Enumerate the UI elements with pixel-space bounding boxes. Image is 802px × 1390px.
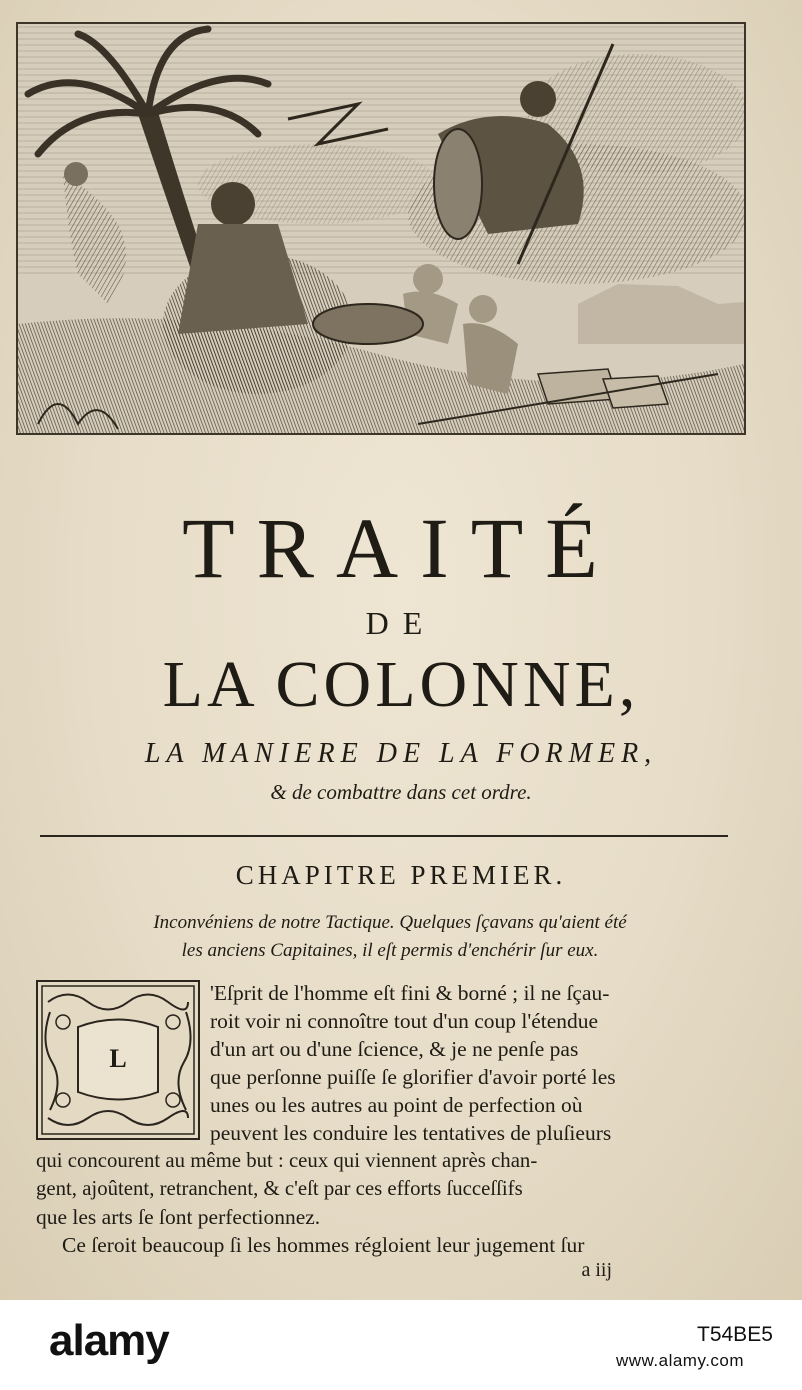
horizontal-rule [40,835,728,837]
title-de: DE [365,605,437,641]
frontispiece-engraving [16,22,746,435]
dropcap-letter: L [109,1044,127,1073]
body-line-1: 'Eſprit de l'homme eſt fini & borné ; il ne ſçau- [210,981,610,1005]
body-line-10: Ce ſeroit beaucoup ſi les hommes régloient leur jugement ſur [62,1233,585,1257]
body-line-7: qui concourent au même but : ceux qui viennent après chan- [36,1149,538,1172]
body-line-5: unes ou les autres au point de perfection où [210,1093,583,1117]
body-line-3: d'un art ou d'une ſcience, & je ne penſe pas [210,1037,579,1061]
brand-logo: alamy [49,1316,169,1365]
image-id: T54BE5 [697,1323,773,1346]
body-line-6: peuvent les conduire les tentatives de pluſieurs [210,1121,612,1145]
chapter-summary-line-2: les anciens Capitaines, il eſt permis d'enchérir ſur eux. [181,940,599,961]
body-line-2: roit voir ni connoître tout d'un coup l'étendue [210,1009,599,1033]
body-line-9: que les arts ſe ſont perfectionnez. [36,1205,321,1229]
subtitle-maniere: LA MANIERE DE LA FORMER, [144,738,658,769]
site-url: www.alamy.com [616,1351,745,1370]
title-la-colonne: LA COLONNE, [162,648,640,721]
signature-mark: a iij [581,1259,612,1281]
body-line-8: gent, ajoûtent, retranchent, & c'eſt par ces efforts ſucceſſifs [36,1177,523,1200]
chapter-summary-line-1: Inconvéniens de notre Tactique. Quelques ſçavans qu'aient été [153,912,627,933]
ornamental-dropcap [36,980,200,1140]
chapter-heading: CHAPITRE PREMIER. [235,860,567,890]
body-line-4: que perſonne puiſſe ſe glorifier d'avoir porté les [210,1065,616,1089]
subtitle-combattre: & de combattre dans cet ordre. [270,780,532,804]
title-traite: TRAITÉ [182,500,620,596]
